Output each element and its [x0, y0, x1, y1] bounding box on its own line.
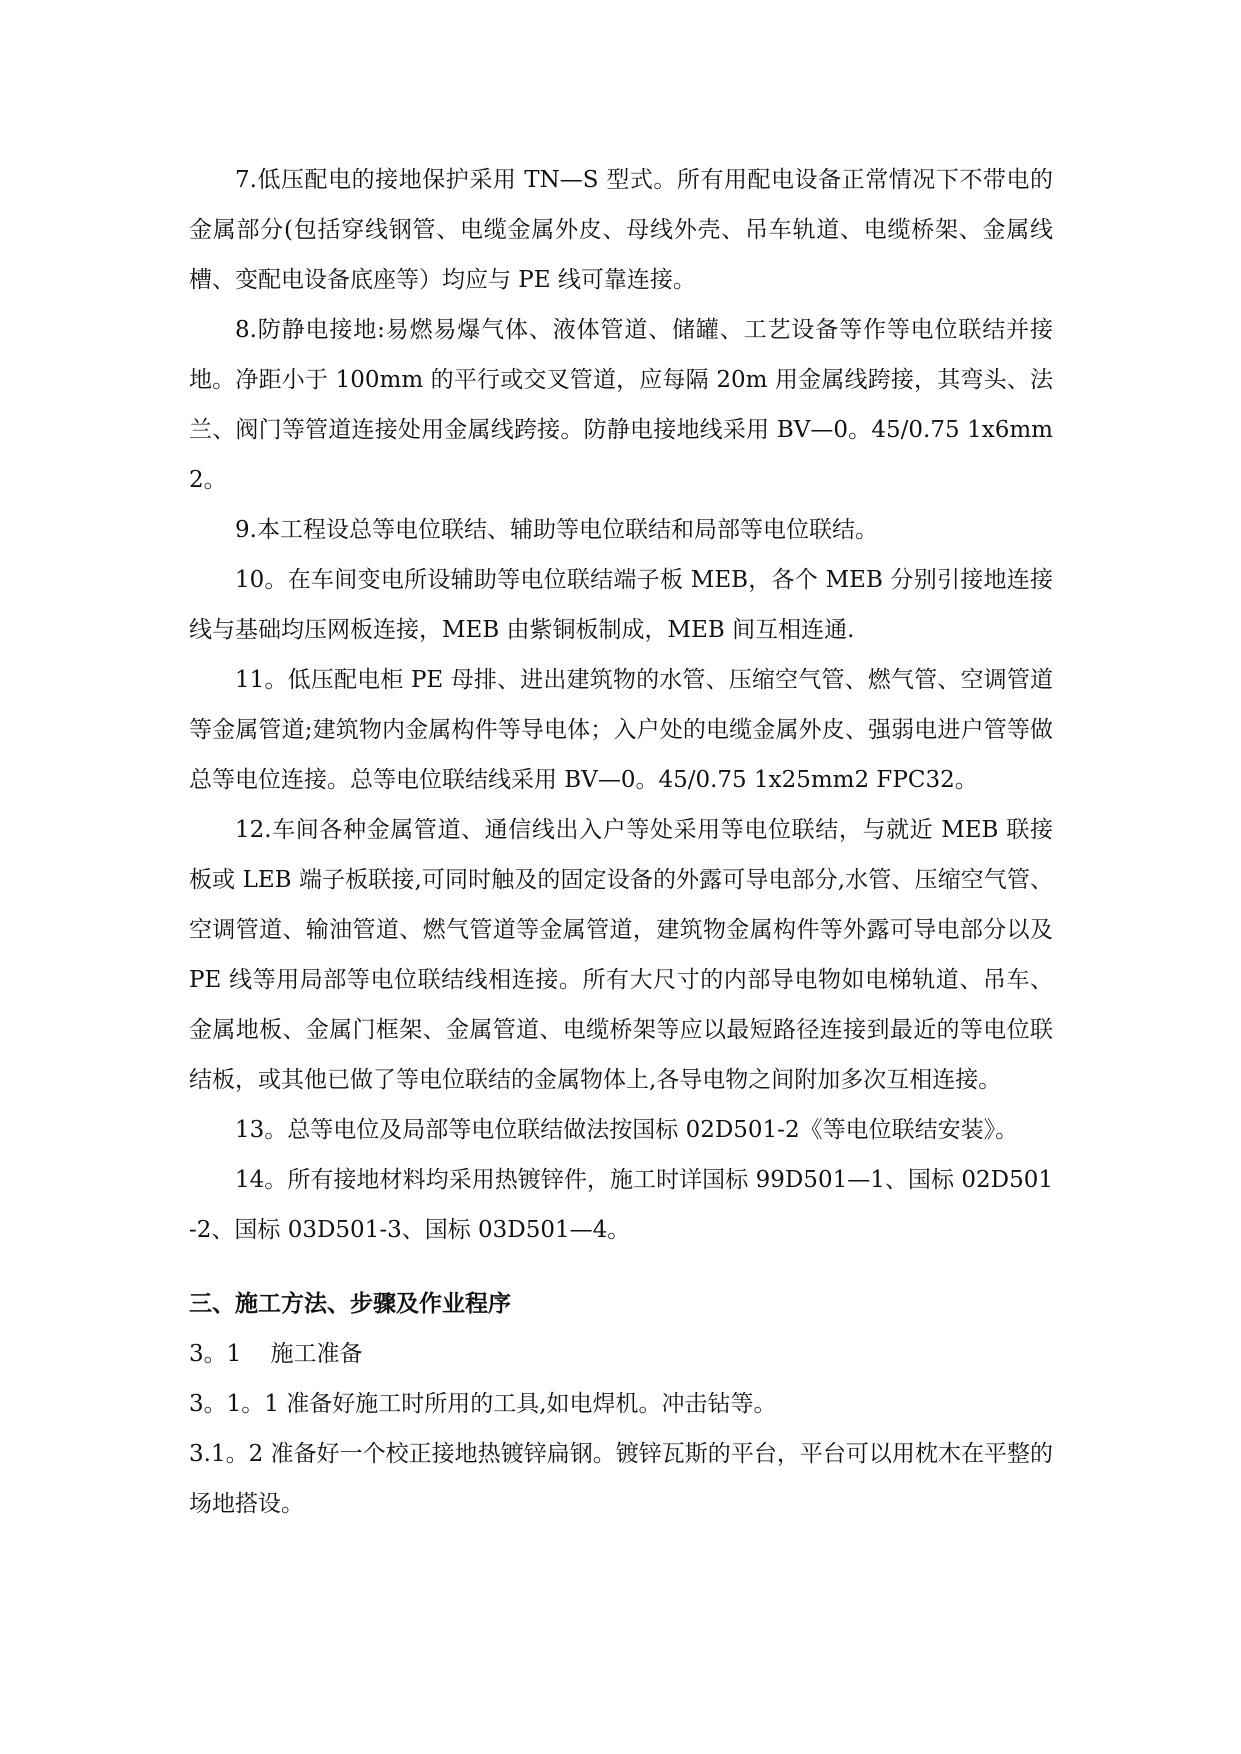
paragraph-item-7: 7.低压配电的接地保护采用 TN—S 型式。所有用配电设备正常情况下不带电的金属部分(包括穿线钢管、电缆金属外皮、母线外壳、吊车轨道、电缆桥架、金属线槽、变配电设备底座等）均应与 PE 线可靠连接。 — [189, 167, 1053, 293]
paragraph-item-11: 11。低压配电柜 PE 母排、进出建筑物的水管、压缩空气管、燃气管、空调管道等金属管道;建筑物内金属构件等导电体；入户处的电缆金属外皮、强弱电进户管等做总等电位连接。总等电位联结线采用 BV—0。45/0.75 1x25mm2 FPC32。 — [189, 667, 1053, 793]
paragraph-item-9: 9.本工程设总等电位联结、辅助等电位联结和局部等电位联结。 — [235, 517, 878, 543]
paragraph-item-14: 14。所有接地材料均采用热镀锌件，施工时详国标 99D501—1、国标 02D501-2、国标 03D501-3、国标 03D501—4。 — [189, 1167, 1053, 1243]
paragraph-item-8: 8.防静电接地:易燃易爆气体、液体管道、储罐、工艺设备等作等电位联结并接地。净距小于 100mm 的平行或交叉管道，应每隔 20m 用金属线跨接，其弯头、法兰、阀门等管道连接处用金属线跨接。防静电接地线采用 BV—0。45/0.75 1x6mm2。 — [189, 317, 1053, 493]
paragraph-item-13: 13。总等电位及局部等电位联结做法按国标 02D501-2《等电位联结安装》。 — [235, 1117, 1019, 1143]
section-item-3-1-1: 3。1。1 准备好施工时所用的工具,如电焊机。冲击钻等。 — [189, 1391, 777, 1417]
paragraph-item-12: 12.车间各种金属管道、通信线出入户等处采用等电位联结，与就近 MEB 联接板或 LEB 端子板联接,可同时触及的固定设备的外露可导电部分,水管、压缩空气管、空调管道、输油管道、燃气管道等金属管道，建筑物金属构件等外露可导电部分以及 PE 线等用局部等电位联结线相连接。所有大尺寸的内部导电物如电梯轨道、吊车、金属地板、金属门框架、金属管道、电缆桥架等应以最短路径连接到最近的等电位联结板，或其他已做了等电位联结的金属物体上,各导电物之间附加多次互相连接。 — [189, 817, 1053, 1093]
document-body — [189, 155, 1053, 1529]
section-item-3-1-2: 3.1。2 准备好一个校正接地热镀锌扁钢。镀锌瓦斯的平台，平台可以用枕木在平整的场地搭设。 — [189, 1441, 1053, 1517]
section-heading: 三、施工方法、步骤及作业程序 — [189, 1290, 511, 1317]
sub-heading: 3。1 施工准备 — [189, 1341, 363, 1367]
paragraph-item-10: 10。在车间变电所设辅助等电位联结端子板 MEB，各个 MEB 分别引接地连接线与基础均压网板连接，MEB 由紫铜板制成，MEB 间互相连通. — [189, 567, 1053, 643]
